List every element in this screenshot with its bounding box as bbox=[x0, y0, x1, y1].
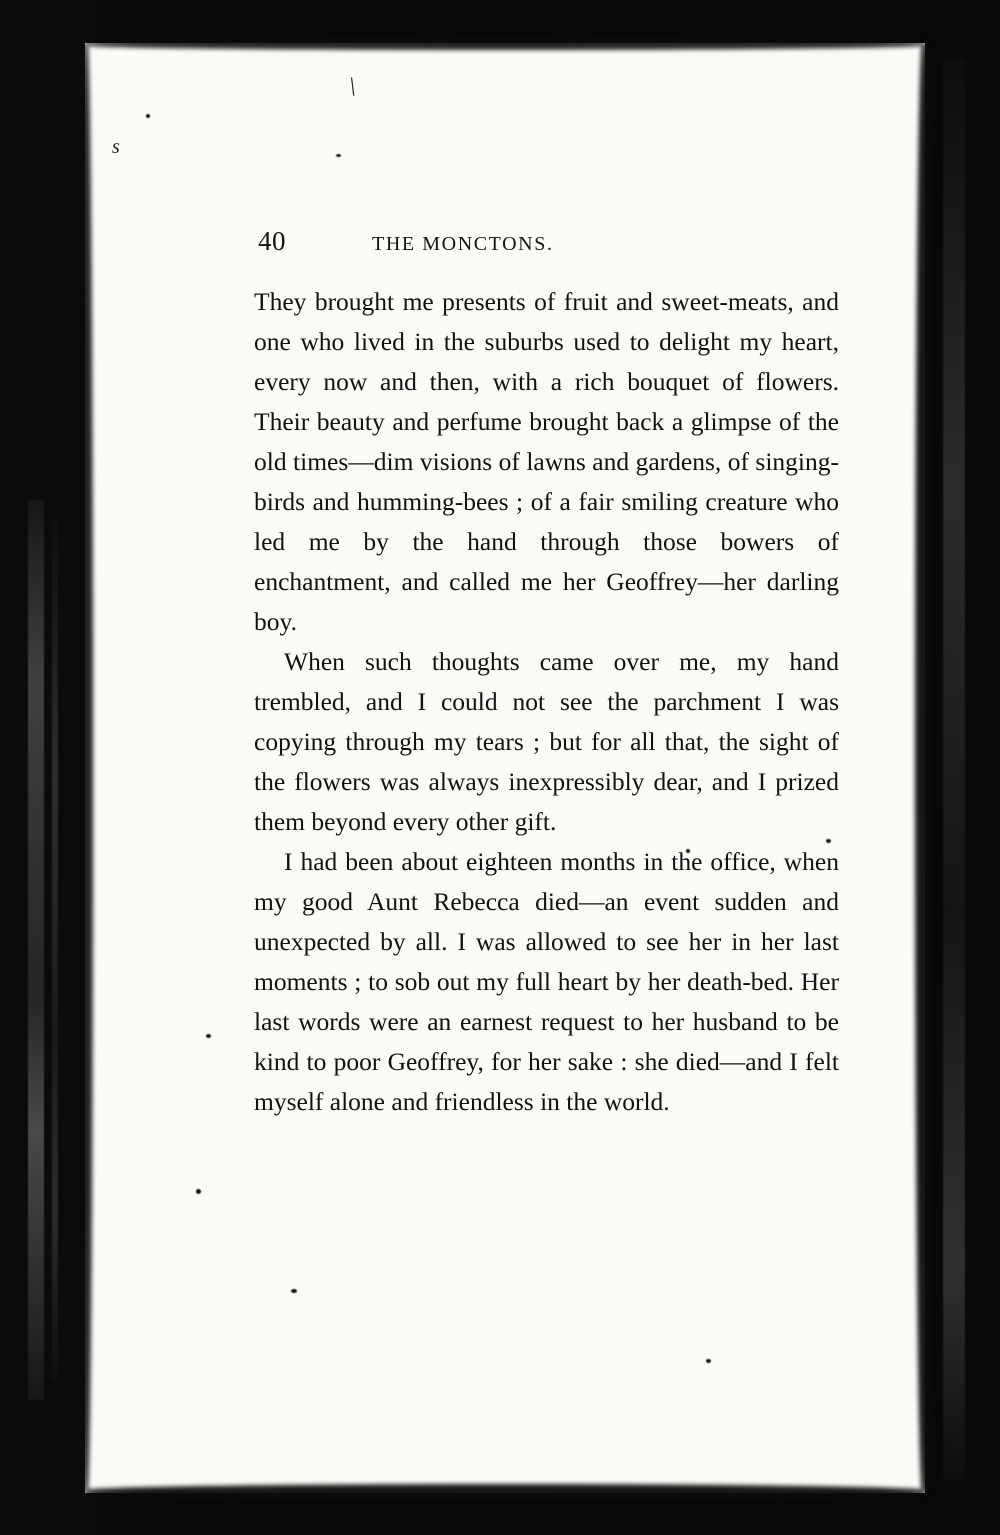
marginal-pen-mark-top: \ bbox=[346, 71, 360, 102]
page-header bbox=[258, 226, 778, 257]
page-sheet bbox=[86, 44, 924, 1492]
paragraph: When such thoughts came over me, my hand trembled, and I could not see the parchment I was copying through my tears ; but for all that, the sight of the flowers was always inexpressibly dear, and I prized them beyond every other gift. bbox=[254, 647, 839, 836]
scan-right-edge-shadow bbox=[943, 60, 965, 1480]
scan-left-gutter bbox=[0, 0, 95, 1535]
page-number: 40 bbox=[258, 226, 286, 256]
scan-binding-shadow-secondary bbox=[52, 520, 58, 1380]
scan-binding-shadow bbox=[28, 500, 44, 1400]
paragraph: They brought me presents of fruit and sweet-meats, and one who lived in the suburbs used to delight my heart, every now and then, with a rich bouquet of flowers. Their beauty and perfume brought back a glimpse of the old times—dim visions of lawns and gardens, of singing-birds and humming-bees ; of a fair smiling creature who led me by the hand through those bowers of enchantment, and called me her Geoffrey—her darling boy. bbox=[254, 287, 839, 636]
page-content bbox=[86, 44, 924, 1492]
running-title: THE MONCTONS. bbox=[372, 233, 554, 255]
marginal-pen-mark-left: s bbox=[112, 136, 120, 158]
scan-right-gutter bbox=[960, 0, 1000, 1535]
body-text bbox=[254, 282, 839, 1122]
paragraph: I had been about eighteen months in the office, when my good Aunt Rebecca died—an event sudden and unexpected by all. I was allowed to see her in her last moments ; to sob out my full heart by her death-bed. Her last words were an earnest request to her husband to be kind to poor Geoffrey, for her sake : she died—and I felt myself alone and friendless in the world. bbox=[254, 847, 839, 1116]
